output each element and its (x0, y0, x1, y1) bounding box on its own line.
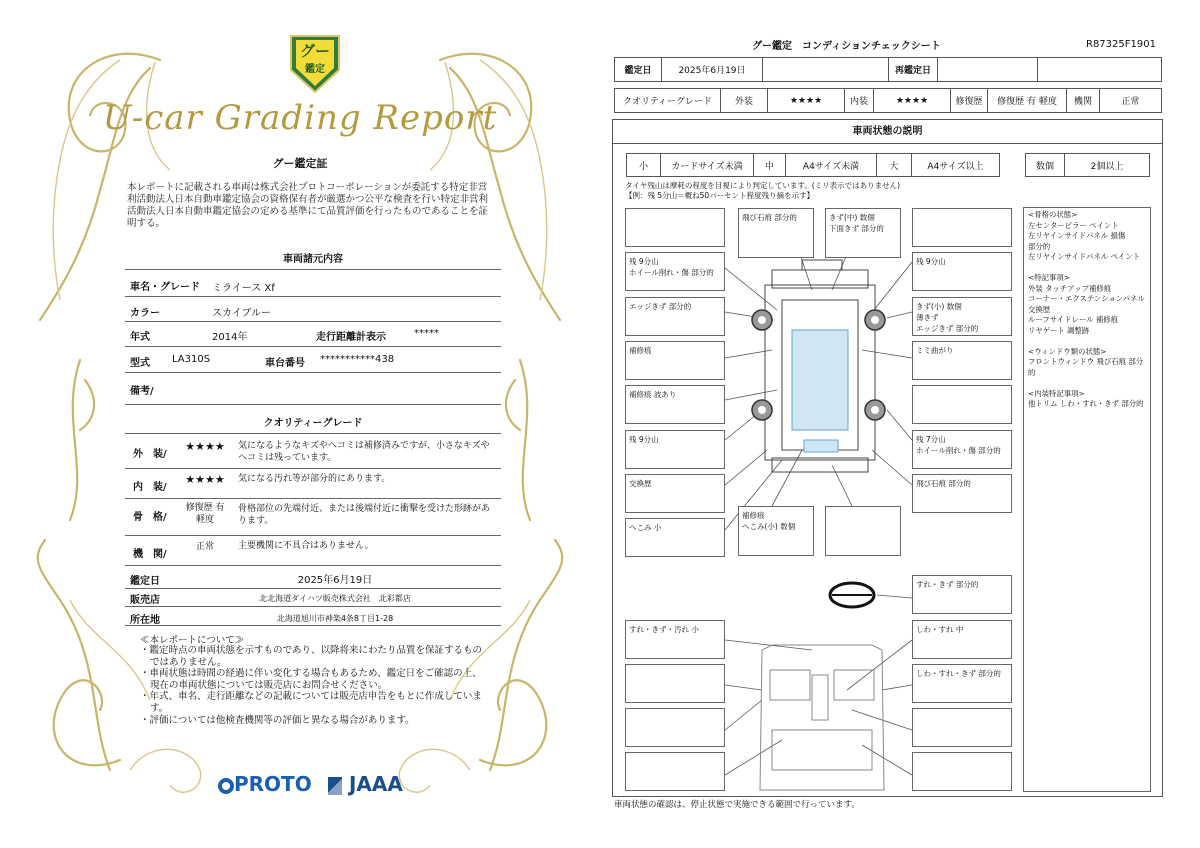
condition-box-l4: 補修痕 (625, 341, 725, 380)
condition-box-l6: 残 9分山 (625, 430, 725, 469)
condition-box-l3: エッジきず 部分的 (625, 297, 725, 336)
condition-box-i-l4 (625, 752, 725, 791)
color-value: スカイブルー (212, 308, 271, 319)
address-value: 北海道旭川市神楽4条8丁目1-28 (276, 614, 394, 623)
about-heading: ≪本レポートについて≫ (140, 635, 245, 646)
grade-value: ★★★★ (185, 473, 225, 486)
logo-subtext: 鑑定 (305, 64, 325, 75)
repair-value: 修復歴 有 軽度 (987, 88, 1067, 113)
proto-mark-icon (218, 778, 234, 794)
address-label: 所在地 (130, 615, 160, 626)
condition-box-r5 (912, 385, 1012, 424)
grade-description: 骨格部位の先端付近、または後端付近に衝撃を受けた形跡があります。 (238, 504, 491, 526)
condition-box-i-l3 (625, 708, 725, 747)
about-item: ・鑑定時点の車両状態を示すものであり、以降将来にわたり品質を保証するものではありません。 (140, 645, 483, 668)
redate-label: 再鑑定日 (888, 57, 938, 82)
year-label: 年式 (130, 332, 150, 343)
size-large: 大 (876, 153, 912, 177)
about-item: ・年式、車名、走行距離などの記載については販売店申告をもとに作成しています。 (140, 691, 482, 714)
repair-label: 修復歴 (950, 88, 988, 113)
condition-box-i-r4 (912, 752, 1012, 791)
spec-heading: 車両諸元内容 (283, 254, 343, 265)
date-value: 2025年6月19日 (661, 57, 763, 82)
goo-appraisal-logo (287, 30, 343, 94)
sheet-title: グー鑑定 コンディションチェックシート (752, 41, 941, 52)
grade-description: 気になるようなキズやヘコミは補修済みですが、小さなキズやヘコミは残っています。 (238, 441, 490, 463)
engine-label: 機関 (1066, 88, 1100, 113)
sheet-id: R87325F1901 (1086, 39, 1156, 50)
grade-value: 正常 (195, 542, 214, 552)
jaaa-logo: JAAA (328, 772, 403, 796)
size-large-desc: A4サイズ以上 (911, 153, 1000, 177)
condition-box-s1: すれ・きず 部分的 (912, 575, 1012, 614)
notes-panel: <骨格の状態> 左センターピラー ペイント 左リヤインサイドパネル 損傷 部分的 左リヤインサイドパネル ペイント <特記事項> 外装 タッチアップ補修痕 コーナー・エクステンションパネル 交換歴 ルーフサイドレール 補修痕 リヤゲート 調整跡 <ウィンドウ類の状態> フロントウィンドウ 飛び石痕 部分的 <内装特記事項> 他トリム しわ・すれ・きず 部分的 (1023, 207, 1151, 792)
jaaa-mark-icon (328, 777, 342, 795)
condition-box-l7: 交換歴 (625, 474, 725, 513)
redate-blank (1037, 57, 1162, 82)
sheet-footer: 車両状態の確認は、停止状態で実施できる範囲で行っています。 (614, 800, 860, 810)
size-small-desc: カードサイズ未満 (660, 153, 754, 177)
color-label: カラー (130, 308, 160, 319)
grade-divider (125, 535, 501, 536)
chassis-label: 車台番号 (265, 358, 305, 369)
logo-text: グー (299, 42, 330, 60)
name-value: ミライース Xf (212, 283, 275, 294)
quality-heading: クオリティーグレード (263, 418, 363, 429)
dealer-label: 販売店 (130, 595, 160, 606)
remarks-label: 備考/ (130, 386, 154, 397)
certificate-heading: グー鑑定証 (272, 157, 328, 170)
condition-box-t1: 飛び石痕 部分的 (738, 208, 814, 258)
count-label: 数個 (1025, 153, 1065, 177)
condition-box-r7: 飛び石痕 部分的 (912, 474, 1012, 513)
grade-label: 内 装/ (133, 482, 167, 493)
grade-label: 機 関/ (133, 549, 167, 560)
section-title: 車両状態の説明 (612, 119, 1163, 144)
certification-text: 本レポートに記載される車両は株式会社プロトコーポレーションが委託する特定非営利活動法人日本自動車鑑定協会の資格保有者が厳選かつ公平な検査を行い特定非営利活動法人日本自動車鑑定協会の定める基準にて品質評価を行ったものであることを証明する。 (127, 182, 489, 229)
tire-note-2: 【例：残 5分山＝概ね50パーセント程度残り摘を示す】 (625, 191, 815, 200)
engine-value: 正常 (1099, 88, 1162, 113)
condition-box-r4: ミミ曲がり (912, 341, 1012, 380)
about-list (140, 645, 490, 726)
condition-box-r6: 残 7分山 ホイール削れ・傷 部分的 (912, 430, 1012, 469)
condition-box-i-r3 (912, 708, 1012, 747)
grade-description: 主要機関に不具合はありません。 (238, 541, 374, 551)
count-value: 2個以上 (1064, 153, 1150, 177)
condition-box-b1: 補修痕 へこみ(小) 数個 (738, 506, 814, 556)
grade-divider (125, 498, 501, 499)
report-script-title: U-car Grading Report (102, 98, 498, 138)
qg-label: クオリティーグレード (614, 88, 721, 113)
ext-label: 外装 (720, 88, 768, 113)
grade-label: 骨 格/ (133, 512, 167, 523)
date-blank (762, 57, 889, 82)
int-label: 内装 (844, 88, 874, 113)
condition-box-r1 (912, 208, 1012, 247)
grade-divider (125, 468, 501, 469)
inspection-date-label: 鑑定日 (130, 576, 160, 587)
condition-box-l8: へこみ 小 (625, 518, 725, 557)
redate-value (937, 57, 1038, 82)
condition-box-t2: きず(中) 数個 下面きず 部分的 (825, 208, 901, 258)
condition-box-l1 (625, 208, 725, 247)
condition-box-i-l2 (625, 664, 725, 703)
ext-value: ★★★★ (767, 88, 845, 113)
inspection-date-value: 2025年6月19日 (297, 575, 373, 586)
grade-description: 気になる汚れ等が部分的にあります。 (238, 474, 391, 484)
condition-box-l2: 残 9分山 ホイール削れ・傷 部分的 (625, 252, 725, 291)
grade-label: 外 装/ (133, 449, 167, 460)
proto-logo: PROTO (218, 772, 312, 796)
condition-box-r3: きず(小) 数個 薄きず エッジきず 部分的 (912, 297, 1012, 336)
about-item: ・車両状態は時間の経過に伴い変化する場合もあるため、鑑定日をご確認の上、現在の車両状態については販売店にお問合せください。 (140, 668, 482, 691)
mileage-value: ***** (414, 328, 439, 339)
condition-box-l5: 補修痕 波あり (625, 385, 725, 424)
year-value: 2014年 (212, 332, 248, 343)
chassis-value: ***********438 (320, 354, 395, 365)
size-mid: 中 (753, 153, 786, 177)
date-label: 鑑定日 (614, 57, 662, 82)
condition-box-i-l1: すれ・きず・汚れ 小 (625, 620, 725, 659)
condition-box-b2 (825, 506, 901, 556)
condition-box-r2: 残 9分山 (912, 252, 1012, 291)
grade-value: 修復歴 有 軽度 (185, 503, 225, 525)
int-value: ★★★★ (873, 88, 951, 113)
size-small: 小 (626, 153, 661, 177)
condition-box-i-r1: しわ・すれ 中 (912, 620, 1012, 659)
mileage-label: 走行距離計表示 (316, 332, 386, 343)
dealer-value: 北北海道ダイハツ販売株式会社 北彩都店 (259, 594, 411, 603)
model-label: 型式 (130, 358, 150, 369)
tire-note-1: タイヤ残山は摩耗の程度を目視により判定しています。(ミリ表示ではありません) (625, 181, 901, 190)
size-mid-desc: A4サイズ未満 (785, 153, 877, 177)
about-item: ・評価については他検査機関等の評価と異なる場合があります。 (140, 714, 415, 726)
grade-value: ★★★★ (185, 440, 225, 453)
name-label: 車名・グレード (130, 282, 200, 293)
condition-box-i-r2: しわ・すれ・きず 部分的 (912, 664, 1012, 703)
model-value: LA310S (172, 354, 211, 365)
